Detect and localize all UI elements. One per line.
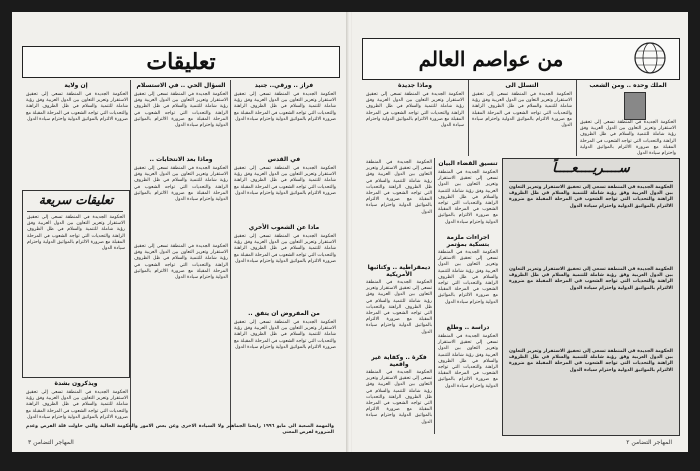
right-page-number: المهاجر التضامن ٢ [626,439,672,446]
left-subhead-1: فراز .. ورقي.. جنيد [254,82,314,89]
left-subhead-4: مادا عن الشعوب الأخري [248,224,320,231]
left-subhead-8: ويذكرون بشدة [54,380,98,387]
right-subhead-5: اجراءات ملزمة بتسكية بمؤتمر [446,234,490,248]
left-col-3-text-b: الحكومة الجديدة في المنطقة تسعى إلى تحقيق الاستقرار وتعزيز التعاون بين الدول العربية وفق رؤية شاملة للتنمية والسلام في ظل الظروف الراهنة والتحديات التي تواجه الشعوب في المرحلة المقبلة مع ضرورة الالتزام بالمواثيق الدولية واحترام سيادة الدول [234,166,336,196]
left-page-number: المهاجر التضامن ٣ [28,439,74,446]
left-page [12,12,348,452]
right-subhead-3: وماذا جديدة [398,82,432,89]
left-col-1-text-b: الحكومة الجديدة في المنطقة تسعى إلى تحقيق الاستقرار وتعزيز التعاون بين الدول العربية وفق رؤية شاملة للتنمية والسلام في ظل الظروف الراهنة والتحديات التي تواجه الشعوب في المرحلة المقبلة مع ضرورة الالتزام بالمواثيق الدولية واحترام سيادة الدول [26,390,128,420]
left-col-1-text-a: الحكومة الجديدة في المنطقة تسعى إلى تحقيق الاستقرار وتعزيز التعاون بين الدول العربية وفق رؤية شاملة للتنمية والسلام في ظل الظروف الراهنة والتحديات التي تواجه الشعوب في المرحلة المقبلة مع ضرورة الالتزام بالمواثيق الدولية واحترام سيادة الدول [26,92,128,122]
quick-comments-text: الحكومة الجديدة في المنطقة تسعى إلى تحقيق الاستقرار وتعزيز التعاون بين الدول العربية وفق رؤية شاملة للتنمية والسلام في ظل الظروف الراهنة والتحديات التي تواجه الشعوب في المرحلة المقبلة مع ضرورة الالتزام بالمواثيق الدولية واحترام سيادة الدول [27,215,125,252]
right-subhead-6: ديمقراطية .. وكتائبها الأمريكية [367,264,431,278]
right-page-title: من عواصم العالم [418,47,564,71]
quick-comments-title: تعليقات سريعة [38,193,114,207]
left-col-3-text-d: الحكومة الجديدة في المنطقة تسعى إلى تحقيق الاستقرار وتعزيز التعاون بين الدول العربية وفق رؤية شاملة للتنمية والسلام في ظل الظروف الراهنة والتحديات التي تواجه الشعوب في المرحلة المقبلة مع ضرورة الالتزام بالمواثيق الدولية واحترام سيادة الدول [234,320,336,350]
left-col-2-text-a: الحكومة الجديدة في المنطقة تسعى إلى تحقيق الاستقرار وتعزيز التعاون بين الدول العربية وفق رؤية شاملة للتنمية والسلام في ظل الظروف الراهنة والتحديات التي تواجه الشعوب في المرحلة المقبلة مع ضرورة الالتزام بالمواثيق الدولية واحترام سيادة الدول [134,92,228,129]
right-page [352,12,688,452]
left-subhead-2: في القدس [267,156,301,163]
right-subhead-7: دراسة .. وطلع [446,324,490,331]
quickly-text-a: الحكومة الجديدة في المنطقة تسعى إلى تحقيق الاستقرار وتعزيز التعاون بين الدول العربية وفق رؤية شاملة للتنمية والسلام في ظل الظروف الراهنة والتحديات التي تواجه الشعوب في المرحلة المقبلة مع ضرورة الالتزام بالمواثيق الدولية واحترام سيادة الدول [509,185,673,209]
left-title-box [22,46,340,78]
right-col-3-text-a: الحكومة الجديدة في المنطقة تسعى إلى تحقيق الاستقرار وتعزيز التعاون بين الدول العربية وفق رؤية شاملة للتنمية والسلام في ظل الظروف الراهنة والتحديات التي تواجه الشعوب في المرحلة المقبلة مع ضرورة الالتزام بالمواثيق الدولية واحترام سيادة الدول [580,120,676,157]
left-col-3-text-c: الحكومة الجديدة في المنطقة تسعى إلى تحقيق الاستقرار وتعزيز التعاون بين الدول العربية وفق رؤية شاملة للتنمية والسلام في ظل الظروف الراهنة والتحديات التي تواجه الشعوب في المرحلة المقبلة مع ضرورة الالتزام بالمواثيق الدولية واحترام سيادة الدول [234,234,336,264]
quick-comments-box [22,190,130,378]
quickly-box [502,158,680,436]
left-col-2-text-b: الحكومة الجديدة في المنطقة تسعى إلى تحقيق الاستقرار وتعزيز التعاون بين الدول العربية وفق رؤية شاملة للتنمية والسلام في ظل الظروف الراهنة والتحديات التي تواجه الشعوب في المرحلة المقبلة مع ضرورة الالتزام بالمواثيق الدولية واحترام سيادة الدول [134,166,228,203]
right-subhead-1: الملك وحده .. ومن الشعب [589,82,667,89]
right-title-box [362,38,680,80]
left-col-3-text-a: الحكومة الجديدة في المنطقة تسعى إلى تحقيق الاستقرار وتعزيز التعاون بين الدول العربية وفق رؤية شاملة للتنمية والسلام في ظل الظروف الراهنة والتحديات التي تواجه الشعوب في المرحلة المقبلة مع ضرورة الالتزام بالمواثيق الدولية واحترام سيادة الدول [234,92,336,122]
globe-icon [625,41,675,75]
quickly-text-c: الحكومة الجديدة في المنطقة تسعى إلى تحقيق الاستقرار وتعزيز التعاون بين الدول العربية وفق رؤية شاملة للتنمية والسلام في ظل الظروف الراهنة والتحديات التي تواجه الشعوب في المرحلة المقبلة مع ضرورة الالتزام بالمواثيق الدولية واحترام سيادة الدول [509,349,673,373]
right-col-b-text-a: الحكومة الجديدة في المنطقة تسعى إلى تحقيق الاستقرار وتعزيز التعاون بين الدول العربية وفق رؤية شاملة للتنمية والسلام في ظل الظروف الراهنة والتحديات التي تواجه الشعوب في المرحلة المقبلة مع ضرورة الالتزام بالمواثيق الدولية واحترام سيادة الدول [438,170,498,225]
right-col-1-text-a: الحكومة الجديدة في المنطقة تسعى إلى تحقيق الاستقرار وتعزيز التعاون بين الدول العربية وفق رؤية شاملة للتنمية والسلام في ظل الظروف الراهنة والتحديات التي تواجه الشعوب في المرحلة المقبلة مع ضرورة الالتزام بالمواثيق الدولية واحترام سيادة الدول [366,92,464,129]
right-subhead-8: فكرة .. وكفاية غير واقعية [371,354,427,368]
right-col-a-text-b: الحكومة الجديدة في المنطقة تسعى إلى تحقيق الاستقرار وتعزيز التعاون بين الدول العربية وفق رؤية شاملة للتنمية والسلام في ظل الظروف الراهنة والتحديات التي تواجه الشعوب في المرحلة المقبلة مع ضرورة الالتزام بالمواثيق الدولية واحترام سيادة الدول [366,280,432,335]
right-subhead-4: تنسيق القضاء البيان [438,160,498,167]
left-subhead-3: السؤال الحي .. في الاستسلام [136,82,226,89]
left-subhead-6: وماذا بعد الانتخابات .. [149,156,213,163]
quickly-text-b: الحكومة الجديدة في المنطقة تسعى إلى تحقيق الاستقرار وتعزيز التعاون بين الدول العربية وفق رؤية شاملة للتنمية والسلام في ظل الظروف الراهنة والتحديات التي تواجه الشعوب في المرحلة المقبلة مع ضرورة الالتزام بالمواثيق الدولية واحترام سيادة الدول [509,267,673,291]
right-col-b-text-c: الحكومة الجديدة في المنطقة تسعى إلى تحقيق الاستقرار وتعزيز التعاون بين الدول العربية وفق رؤية شاملة للتنمية والسلام في ظل الظروف الراهنة والتحديات التي تواجه الشعوب في المرحلة المقبلة مع ضرورة الالتزام بالمواثيق الدولية واحترام سيادة الدول [438,334,498,389]
right-col-a-text-c: الحكومة الجديدة في المنطقة تسعى إلى تحقيق الاستقرار وتعزيز التعاون بين الدول العربية وفق رؤية شاملة للتنمية والسلام في ظل الظروف الراهنة والتحديات التي تواجه الشعوب في المرحلة المقبلة مع ضرورة الالتزام بالمواثيق الدولية واحترام سيادة الدول [366,370,432,425]
right-subhead-2: التسلل الى [505,82,539,89]
left-footer-text: والمهمة الصعبة الى مايو ١٩٩٦ رايحنا الجماهير ولا السيادة الاخرى وعن بعض الامور والحكومة الحالية والتي حاولت قلة الفرص وعدم الضرورة لفرض المعنى [26,424,334,436]
left-col-2-text-c: الحكومة الجديدة في المنطقة تسعى إلى تحقيق الاستقرار وتعزيز التعاون بين الدول العربية وفق رؤية شاملة للتنمية والسلام في ظل الظروف الراهنة والتحديات التي تواجه الشعوب في المرحلة المقبلة مع ضرورة الالتزام بالمواثيق الدولية واحترام سيادة الدول [134,244,228,281]
quickly-title: ســــريــــعــــاً [552,161,630,176]
left-page-title: تعليقات [146,49,216,75]
right-col-b-text-b: الحكومة الجديدة في المنطقة تسعى إلى تحقيق الاستقرار وتعزيز التعاون بين الدول العربية وفق رؤية شاملة للتنمية والسلام في ظل الظروف الراهنة والتحديات التي تواجه الشعوب في المرحلة المقبلة مع ضرورة الالتزام بالمواثيق الدولية واحترام سيادة الدول [438,250,498,305]
news-photo [624,92,646,120]
right-col-2-text-a: الحكومة الجديدة في المنطقة تسعى إلى تحقيق الاستقرار وتعزيز التعاون بين الدول العربية وفق رؤية شاملة للتنمية والسلام في ظل الظروف الراهنة والتحديات التي تواجه الشعوب في المرحلة المقبلة مع ضرورة الالتزام بالمواثيق الدولية واحترام سيادة الدول [472,92,572,129]
left-subhead-7: إن ولاية [64,82,88,89]
right-col-a-text-a: الحكومة الجديدة في المنطقة تسعى إلى تحقيق الاستقرار وتعزيز التعاون بين الدول العربية وفق رؤية شاملة للتنمية والسلام في ظل الظروف الراهنة والتحديات التي تواجه الشعوب في المرحلة المقبلة مع ضرورة الالتزام بالمواثيق الدولية واحترام سيادة الدول [366,160,432,215]
left-subhead-5: من المفروض ان يتفق .. [248,310,320,317]
